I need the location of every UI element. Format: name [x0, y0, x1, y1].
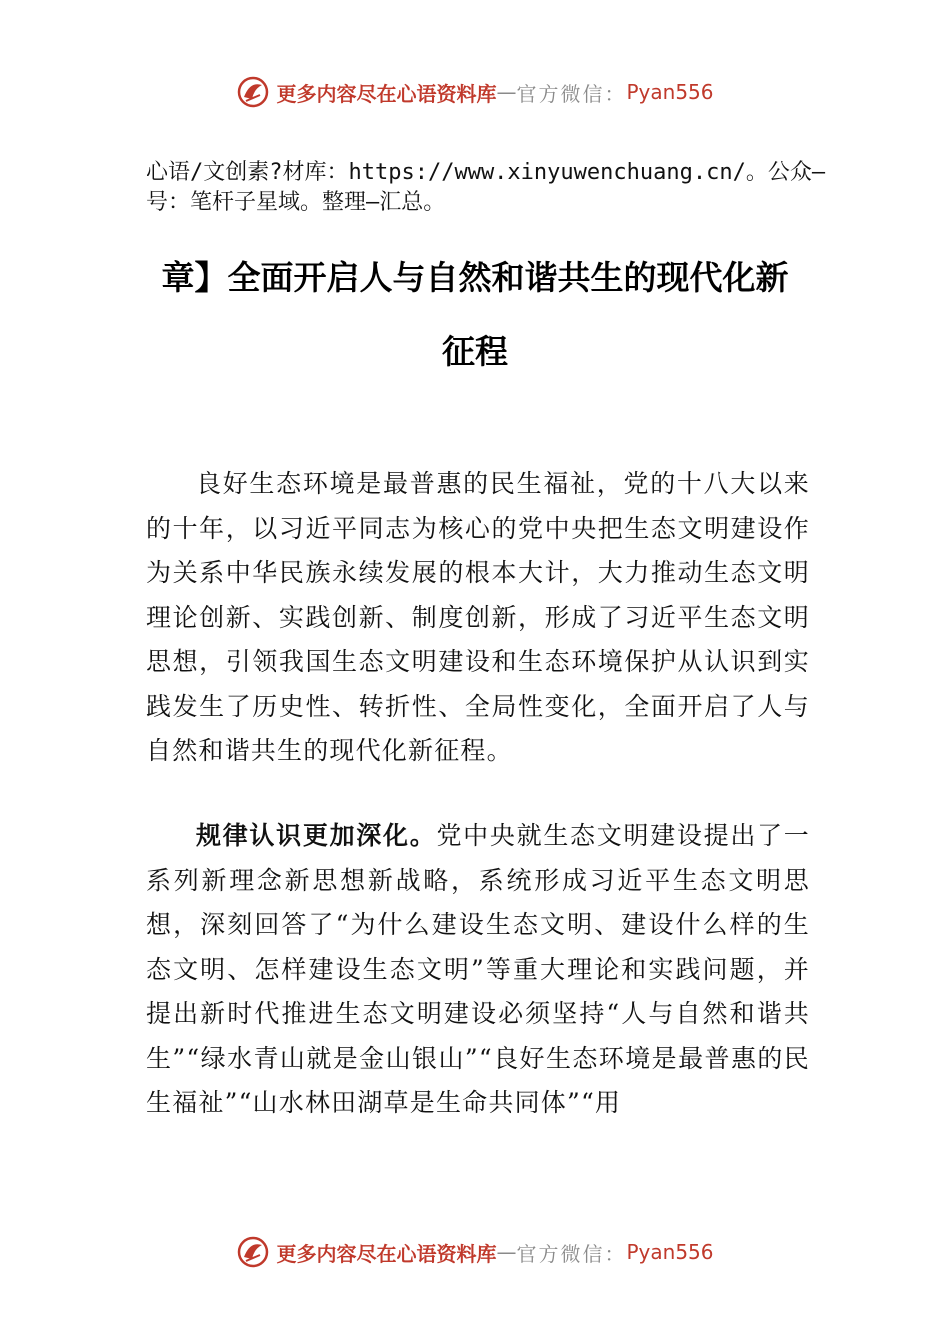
paragraph-body: 党中央就生态文明建设提出了一系列新理念新思想新战略，系统形成习近平生态文明思想，深刻回答了“为什么建设生态文明、建设什么样的生态文明、怎样建设生态文明”等重大理论和实践问题，并提出新时代推进生态文明建设必须坚持“人与自然和谐共生”“绿水青山就是金山银山”“良好生态环境是最普惠的民生福祉”“山水林田湖草是生命共同体”“用 [146, 821, 810, 1117]
banner-wechat-id: Pyan556 [626, 80, 714, 104]
paragraph-intro: 良好生态环境是最普惠的民生福祉，党的十八大以来的十年，以习近平同志为核心的党中央把生态文明建设作为关系中华民族永续发展的根本大计，大力推动生态文明理论创新、实践创新、制度创新，形成了习近平生态文明思想，引领我国生态文明建设和生态环境保护从认识到实践发生了历史性、转折性、全局性变化，全面开启了人与自然和谐共生的现代化新征程。 [146, 469, 810, 765]
brand-logo-icon [236, 75, 270, 109]
banner-separator: — [496, 1240, 517, 1264]
paragraph-law-understanding [146, 814, 810, 1126]
header-banner [0, 72, 950, 112]
banner-wechat-label: 官方微信： [516, 1241, 627, 1266]
banner-brand-text: 更多内容尽在心语资料库 [276, 1241, 497, 1266]
footer-banner [0, 1232, 950, 1272]
paragraph-lead-heading: 规律认识更加深化。 [196, 821, 437, 850]
banner-wechat-id: Pyan556 [626, 1240, 714, 1264]
source-line: 心语/文创素?材库：https://www.xinyuwenchuang.cn/。公众—号：笔杆子星域。整理—汇总。 [146, 160, 826, 215]
banner-separator: — [496, 80, 517, 104]
document-title-line-2: 征程 [442, 332, 508, 371]
document-title-line-1: 章】全面开启人与自然和谐共生的现代化新 [161, 258, 789, 297]
banner-wechat-label: 官方微信： [516, 81, 627, 106]
banner-brand-text: 更多内容尽在心语资料库 [276, 81, 497, 106]
brand-logo-icon [236, 1235, 270, 1269]
